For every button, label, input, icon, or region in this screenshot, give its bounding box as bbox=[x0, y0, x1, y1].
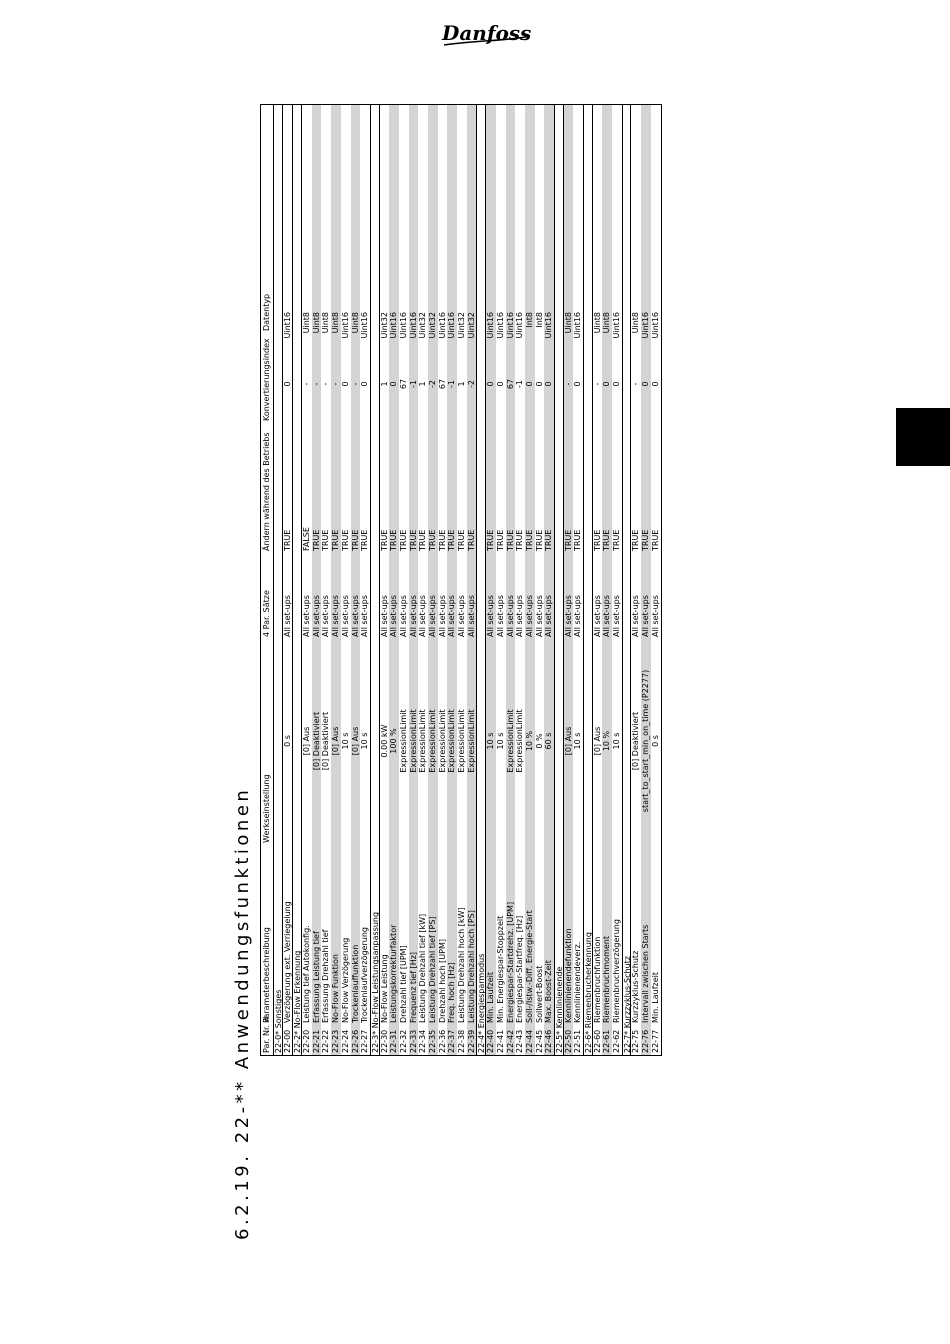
cell-type: Uint16 bbox=[340, 312, 350, 339]
cell-conv: -1 bbox=[515, 380, 525, 388]
cell-desc: Kennlinienendefunktion bbox=[563, 928, 573, 1023]
cell-par: 22-44 bbox=[524, 1029, 534, 1053]
table-row bbox=[409, 105, 419, 1055]
cell-change: TRUE bbox=[428, 529, 437, 551]
cell-setups: All set-ups bbox=[563, 595, 573, 637]
cell-default: start_to_start_min_on_time (P2277) bbox=[641, 669, 651, 813]
cell-default: 60 s bbox=[544, 732, 554, 750]
table-row bbox=[341, 105, 351, 1055]
cell-par: 22-35 bbox=[428, 1029, 437, 1053]
cell-type: Uint16 bbox=[505, 312, 515, 339]
cell-conv: - bbox=[302, 382, 312, 386]
cell-setups: All set-ups bbox=[437, 595, 447, 637]
table-row bbox=[525, 105, 535, 1055]
cell-default: 0 s bbox=[282, 735, 292, 747]
cell-conv: 0 bbox=[340, 381, 350, 387]
group-title: 22-2* No-Flow Erkennung bbox=[293, 950, 303, 1053]
cell-desc: Frequenz tief [Hz] bbox=[408, 951, 418, 1023]
cell-conv: 0 bbox=[360, 381, 370, 387]
cell-conv: -2 bbox=[428, 380, 437, 388]
cell-setups: All set-ups bbox=[360, 595, 370, 637]
cell-type: Uint8 bbox=[321, 312, 331, 334]
cell-desc: Kurzzyklus-Schutz bbox=[631, 950, 641, 1023]
cell-par: 22-50 bbox=[563, 1029, 573, 1053]
cell-desc: Leistung tief Autokonfig. bbox=[302, 925, 312, 1023]
table-row bbox=[389, 105, 399, 1055]
table-row bbox=[321, 105, 331, 1055]
cell-par: 22-76 bbox=[641, 1029, 651, 1053]
cell-change: TRUE bbox=[408, 529, 418, 551]
cell-conv: 67 bbox=[437, 378, 447, 390]
cell-setups: All set-ups bbox=[331, 595, 341, 637]
cell-conv: -1 bbox=[408, 380, 418, 388]
cell-desc: Soll-/Istw.-Diff. Energie-Start bbox=[524, 910, 534, 1023]
group-title: 22-4* Energiesparmodus bbox=[477, 953, 487, 1053]
cell-setups: All set-ups bbox=[641, 595, 651, 637]
table-row bbox=[641, 105, 651, 1055]
cell-change: TRUE bbox=[350, 529, 360, 551]
group-row bbox=[476, 105, 486, 1055]
cell-setups: All set-ups bbox=[524, 595, 534, 637]
cell-default: [0] Deaktiviert bbox=[321, 711, 331, 771]
cell-change: FALSE bbox=[302, 527, 312, 551]
cell-type: Uint16 bbox=[389, 312, 399, 339]
header-type: Datentyp bbox=[262, 293, 271, 331]
cell-change: TRUE bbox=[437, 529, 447, 551]
cell-par: 22-24 bbox=[340, 1029, 350, 1053]
cell-change: TRUE bbox=[573, 529, 583, 551]
cell-conv: - bbox=[321, 382, 331, 386]
cell-conv: - bbox=[563, 382, 573, 386]
cell-desc: Erfassung Drehzahl tief bbox=[321, 929, 331, 1023]
cell-par: 22-32 bbox=[398, 1029, 408, 1053]
group-row bbox=[622, 105, 632, 1055]
cell-conv: -2 bbox=[466, 380, 476, 388]
cell-conv: 0 bbox=[641, 381, 651, 387]
cell-setups: All set-ups bbox=[534, 595, 544, 637]
table-row bbox=[593, 105, 603, 1055]
cell-type: Uint16 bbox=[515, 312, 525, 339]
cell-type: Uint8 bbox=[563, 312, 573, 334]
group-title: 22-7* Kurzzyklus-Schutz bbox=[622, 956, 632, 1053]
table-row bbox=[360, 105, 370, 1055]
table-row bbox=[457, 105, 467, 1055]
cell-par: 22-62 bbox=[612, 1029, 622, 1053]
group-row bbox=[273, 105, 283, 1055]
cell-desc: Min. Energiespar-Stoppzeit bbox=[495, 915, 505, 1023]
cell-conv: - bbox=[350, 382, 360, 386]
group-title: 22-3* No-Flow Leistungsanpassung bbox=[370, 911, 380, 1053]
cell-default: 0 % bbox=[534, 733, 544, 749]
cell-conv: 0 bbox=[282, 381, 292, 387]
cell-conv: 0 bbox=[612, 381, 622, 387]
cell-setups: All set-ups bbox=[321, 595, 331, 637]
cell-desc: Freq. hoch [Hz] bbox=[447, 962, 457, 1023]
cell-desc: No-Flow Funktion bbox=[331, 954, 341, 1023]
cell-change: TRUE bbox=[505, 529, 515, 551]
cell-default: 10 % bbox=[524, 730, 534, 752]
cell-par: 22-00 bbox=[282, 1029, 292, 1053]
cell-default: 10 s bbox=[486, 732, 496, 750]
cell-default: 10 s bbox=[495, 732, 505, 750]
cell-par: 22-77 bbox=[650, 1029, 660, 1053]
cell-type: Uint16 bbox=[360, 312, 370, 339]
cell-desc: Leistung Drehzahl tief [kW] bbox=[418, 913, 428, 1023]
cell-setups: All set-ups bbox=[457, 595, 467, 637]
table-row bbox=[573, 105, 583, 1055]
cell-conv: 0 bbox=[573, 381, 583, 387]
cell-change: TRUE bbox=[515, 529, 525, 551]
cell-type: Uint32 bbox=[418, 312, 428, 339]
cell-desc: Leistung Drehzahl hoch [PS] bbox=[466, 910, 476, 1023]
header-change: Ändern während des Betriebs bbox=[262, 432, 271, 551]
cell-default: ExpressionLimit bbox=[505, 709, 515, 773]
cell-desc: Leistungskorrekturfaktor bbox=[389, 924, 399, 1023]
cell-type: Uint16 bbox=[486, 312, 496, 339]
cell-desc: Verzögerung ext. Verriegelung bbox=[282, 901, 292, 1023]
cell-change: TRUE bbox=[447, 529, 457, 551]
cell-type: Uint32 bbox=[379, 312, 389, 339]
cell-type: Uint8 bbox=[602, 312, 612, 334]
table-row bbox=[447, 105, 457, 1055]
cell-conv: 0 bbox=[534, 381, 544, 387]
cell-par: 22-26 bbox=[350, 1029, 360, 1053]
cell-par: 22-22 bbox=[321, 1029, 331, 1053]
cell-setups: All set-ups bbox=[495, 595, 505, 637]
header-setups: 4 Par. Sätze bbox=[262, 590, 271, 637]
cell-default: ExpressionLimit bbox=[428, 709, 437, 773]
cell-par: 22-37 bbox=[447, 1029, 457, 1053]
cell-par: 22-40 bbox=[486, 1029, 496, 1053]
cell-default: [0] Aus bbox=[350, 726, 360, 756]
table-row bbox=[418, 105, 428, 1055]
cell-par: 22-21 bbox=[311, 1029, 321, 1053]
cell-default: [0] Deaktiviert bbox=[631, 711, 641, 771]
cell-change: TRUE bbox=[563, 529, 573, 551]
cell-conv: 67 bbox=[505, 378, 515, 390]
table-row bbox=[486, 105, 496, 1055]
table-row bbox=[351, 105, 361, 1055]
cell-setups: All set-ups bbox=[350, 595, 360, 637]
cell-setups: All set-ups bbox=[505, 595, 515, 637]
cell-default: 10 s bbox=[612, 732, 622, 750]
danfoss-logo bbox=[440, 14, 530, 50]
cell-desc: Drehzahl hoch [UPM] bbox=[437, 938, 447, 1023]
group-row bbox=[583, 105, 593, 1055]
table-row bbox=[496, 105, 506, 1055]
table-row bbox=[651, 105, 661, 1055]
cell-setups: All set-ups bbox=[379, 595, 389, 637]
rotated-content bbox=[228, 60, 828, 1240]
cell-desc: Riemenbruchverzögerung bbox=[612, 919, 622, 1023]
cell-default: ExpressionLimit bbox=[418, 709, 428, 773]
cell-change: TRUE bbox=[311, 529, 321, 551]
cell-desc: No-Flow Leistung bbox=[379, 954, 389, 1023]
cell-desc: Riemenbruchfunktion bbox=[592, 936, 602, 1023]
table-row bbox=[312, 105, 322, 1055]
cell-desc: Min. Laufzeit bbox=[486, 971, 496, 1023]
cell-setups: All set-ups bbox=[486, 595, 496, 637]
cell-conv: 1 bbox=[457, 381, 467, 387]
table-row bbox=[564, 105, 574, 1055]
table-row bbox=[467, 105, 477, 1055]
cell-change: TRUE bbox=[331, 529, 341, 551]
cell-par: 22-27 bbox=[360, 1029, 370, 1053]
table-row bbox=[380, 105, 390, 1055]
cell-setups: All set-ups bbox=[466, 595, 476, 637]
cell-change: TRUE bbox=[457, 529, 467, 551]
cell-type: Uint16 bbox=[612, 312, 622, 339]
cell-type: Uint16 bbox=[398, 312, 408, 339]
section-title: 6.2.19. 22-** Anwendungsfunktionen bbox=[232, 786, 253, 1240]
cell-change: TRUE bbox=[340, 529, 350, 551]
cell-change: TRUE bbox=[544, 529, 554, 551]
cell-default: ExpressionLimit bbox=[398, 709, 408, 773]
cell-setups: All set-ups bbox=[592, 595, 602, 637]
cell-change: TRUE bbox=[418, 529, 428, 551]
cell-conv: - bbox=[311, 382, 321, 386]
cell-par: 22-43 bbox=[515, 1029, 525, 1053]
cell-setups: All set-ups bbox=[544, 595, 554, 637]
group-row bbox=[554, 105, 564, 1055]
table-row bbox=[631, 105, 641, 1055]
cell-setups: All set-ups bbox=[282, 595, 292, 637]
cell-par: 22-23 bbox=[331, 1029, 341, 1053]
cell-par: 22-46 bbox=[544, 1029, 554, 1053]
cell-change: TRUE bbox=[641, 529, 651, 551]
cell-par: 22-39 bbox=[466, 1029, 476, 1053]
cell-desc: Intervall zwischen Starts bbox=[641, 924, 651, 1023]
parameter-table bbox=[260, 104, 662, 1056]
cell-change: TRUE bbox=[612, 529, 622, 551]
cell-type: Uint8 bbox=[302, 312, 312, 334]
cell-default: 10 s bbox=[360, 732, 370, 750]
cell-setups: All set-ups bbox=[650, 595, 660, 637]
cell-default: 0.00 kW bbox=[379, 724, 389, 758]
cell-change: TRUE bbox=[360, 529, 370, 551]
cell-setups: All set-ups bbox=[602, 595, 612, 637]
cell-type: Uint16 bbox=[408, 312, 418, 339]
cell-desc: Energiespar-Startfreq. [Hz] bbox=[515, 915, 525, 1023]
cell-change: TRUE bbox=[602, 529, 612, 551]
cell-type: Uint32 bbox=[466, 312, 476, 339]
cell-conv: 67 bbox=[398, 378, 408, 390]
cell-default: 0 s bbox=[650, 735, 660, 747]
cell-desc: Drehzahl tief [UPM] bbox=[398, 945, 408, 1023]
table-row bbox=[428, 105, 438, 1055]
cell-setups: All set-ups bbox=[612, 595, 622, 637]
chapter-tab bbox=[896, 408, 950, 466]
cell-change: TRUE bbox=[592, 529, 602, 551]
cell-type: Int8 bbox=[524, 312, 534, 328]
cell-setups: All set-ups bbox=[631, 595, 641, 637]
cell-change: TRUE bbox=[321, 529, 331, 551]
header-desc: Parameterbeschreibung bbox=[262, 927, 271, 1023]
cell-par: 22-60 bbox=[592, 1029, 602, 1053]
cell-par: 22-36 bbox=[437, 1029, 447, 1053]
cell-default: [0] Deaktiviert bbox=[311, 711, 321, 771]
cell-type: Uint16 bbox=[495, 312, 505, 339]
cell-conv: 1 bbox=[379, 381, 389, 387]
cell-type: Uint8 bbox=[331, 312, 341, 334]
group-row bbox=[292, 105, 302, 1055]
cell-default: 100 % bbox=[389, 728, 399, 754]
cell-type: Int8 bbox=[534, 312, 544, 328]
cell-par: 22-45 bbox=[534, 1029, 544, 1053]
cell-change: TRUE bbox=[282, 529, 292, 551]
table-row bbox=[535, 105, 545, 1055]
cell-desc: Riemenbruchmoment bbox=[602, 935, 612, 1023]
cell-default: ExpressionLimit bbox=[515, 709, 525, 773]
cell-par: 22-61 bbox=[602, 1029, 612, 1053]
cell-type: Uint32 bbox=[428, 312, 437, 339]
cell-setups: All set-ups bbox=[340, 595, 350, 637]
cell-type: Uint8 bbox=[631, 312, 641, 334]
cell-conv: - bbox=[592, 382, 602, 386]
cell-default: ExpressionLimit bbox=[408, 709, 418, 773]
cell-type: Uint16 bbox=[447, 312, 457, 339]
cell-par: 22-20 bbox=[302, 1029, 312, 1053]
cell-change: TRUE bbox=[524, 529, 534, 551]
cell-desc: Max. Boost-Zeit bbox=[544, 960, 554, 1023]
cell-type: Uint16 bbox=[544, 312, 554, 339]
cell-default: ExpressionLimit bbox=[457, 709, 467, 773]
header-par: Par. Nr. # bbox=[262, 1015, 271, 1053]
cell-conv: 0 bbox=[486, 381, 496, 387]
cell-setups: All set-ups bbox=[573, 595, 583, 637]
cell-change: TRUE bbox=[389, 529, 399, 551]
danfoss-logo-text: Danfoss bbox=[442, 21, 532, 45]
cell-setups: All set-ups bbox=[447, 595, 457, 637]
table-row bbox=[438, 105, 448, 1055]
cell-par: 22-51 bbox=[573, 1029, 583, 1053]
cell-conv: 0 bbox=[495, 381, 505, 387]
cell-desc: No-Flow Verzögerung bbox=[340, 937, 350, 1023]
cell-change: TRUE bbox=[534, 529, 544, 551]
table-row bbox=[602, 105, 612, 1055]
table-row bbox=[612, 105, 622, 1055]
cell-setups: All set-ups bbox=[428, 595, 437, 637]
table-row bbox=[544, 105, 554, 1055]
cell-desc: Energiespar-Startdrehz. [UPM] bbox=[505, 901, 515, 1023]
group-title: 22-5* Kennlinienende bbox=[554, 966, 564, 1053]
cell-default: 10 % bbox=[602, 730, 612, 752]
cell-par: 22-31 bbox=[389, 1029, 399, 1053]
table-row bbox=[515, 105, 525, 1055]
cell-setups: All set-ups bbox=[311, 595, 321, 637]
cell-desc: Erfassung Leistung tief bbox=[311, 931, 321, 1023]
cell-conv: 1 bbox=[418, 381, 428, 387]
cell-type: Uint16 bbox=[573, 312, 583, 339]
cell-change: TRUE bbox=[631, 529, 641, 551]
table-row bbox=[331, 105, 341, 1055]
cell-par: 22-42 bbox=[505, 1029, 515, 1053]
cell-desc: Leistung Drehzahl hoch [kW] bbox=[457, 907, 467, 1023]
cell-desc: Kennlinienendeverz. bbox=[573, 941, 583, 1023]
cell-type: Uint8 bbox=[350, 312, 360, 334]
table-header bbox=[261, 105, 273, 1055]
cell-par: 22-30 bbox=[379, 1029, 389, 1053]
table-row bbox=[399, 105, 409, 1055]
cell-setups: All set-ups bbox=[398, 595, 408, 637]
cell-default: 10 s bbox=[340, 732, 350, 750]
cell-default: [0] Aus bbox=[302, 726, 312, 756]
cell-conv: - bbox=[631, 382, 641, 386]
cell-par: 22-75 bbox=[631, 1029, 641, 1053]
cell-desc: Leistung Drehzahl tief [PS] bbox=[428, 916, 437, 1023]
cell-desc: Min. Laufzeit bbox=[650, 971, 660, 1023]
table-row bbox=[302, 105, 312, 1055]
cell-conv: 0 bbox=[389, 381, 399, 387]
cell-par: 22-41 bbox=[495, 1029, 505, 1053]
cell-setups: All set-ups bbox=[389, 595, 399, 637]
cell-default: [0] Aus bbox=[331, 726, 341, 756]
cell-default: ExpressionLimit bbox=[437, 709, 447, 773]
cell-type: Uint16 bbox=[437, 312, 447, 339]
cell-type: Uint8 bbox=[311, 312, 321, 334]
cell-par: 22-38 bbox=[457, 1029, 467, 1053]
group-row bbox=[370, 105, 380, 1055]
cell-par: 22-33 bbox=[408, 1029, 418, 1053]
cell-conv: 0 bbox=[650, 381, 660, 387]
table-row bbox=[506, 105, 516, 1055]
cell-conv: 0 bbox=[544, 381, 554, 387]
cell-type: Uint32 bbox=[457, 312, 467, 339]
cell-default: [0] Aus bbox=[592, 726, 602, 756]
cell-desc: Trockenlauffunktion bbox=[350, 944, 360, 1023]
cell-default: 10 s bbox=[573, 732, 583, 750]
cell-setups: All set-ups bbox=[302, 595, 312, 637]
cell-desc: Trockenlaufverzögerung bbox=[360, 926, 370, 1023]
group-title: 22-0* Sonstiges bbox=[274, 989, 283, 1053]
header-default: Werkseinstellung bbox=[262, 774, 271, 843]
cell-default: ExpressionLimit bbox=[466, 709, 476, 773]
cell-change: TRUE bbox=[379, 529, 389, 551]
cell-change: TRUE bbox=[486, 529, 496, 551]
group-title: 22-6* Riemenbrucherkennung bbox=[584, 932, 593, 1053]
cell-conv: 0 bbox=[524, 381, 534, 387]
cell-conv: 0 bbox=[602, 381, 612, 387]
cell-change: TRUE bbox=[398, 529, 408, 551]
cell-change: TRUE bbox=[495, 529, 505, 551]
cell-type: Uint16 bbox=[282, 312, 292, 339]
cell-change: TRUE bbox=[466, 529, 476, 551]
cell-setups: All set-ups bbox=[515, 595, 525, 637]
cell-type: Uint8 bbox=[592, 312, 602, 334]
cell-conv: -1 bbox=[447, 380, 457, 388]
cell-change: TRUE bbox=[650, 529, 660, 551]
header-conv: Konvertierungsindex bbox=[262, 338, 271, 421]
cell-type: Uint16 bbox=[641, 312, 651, 339]
table-row bbox=[283, 105, 293, 1055]
cell-type: Uint16 bbox=[650, 312, 660, 339]
cell-desc: Sollwert-Boost bbox=[534, 965, 544, 1023]
cell-conv: - bbox=[331, 382, 341, 386]
cell-default: [0] Aus bbox=[563, 726, 573, 756]
cell-setups: All set-ups bbox=[408, 595, 418, 637]
cell-default: ExpressionLimit bbox=[447, 709, 457, 773]
cell-setups: All set-ups bbox=[418, 595, 428, 637]
cell-par: 22-34 bbox=[418, 1029, 428, 1053]
